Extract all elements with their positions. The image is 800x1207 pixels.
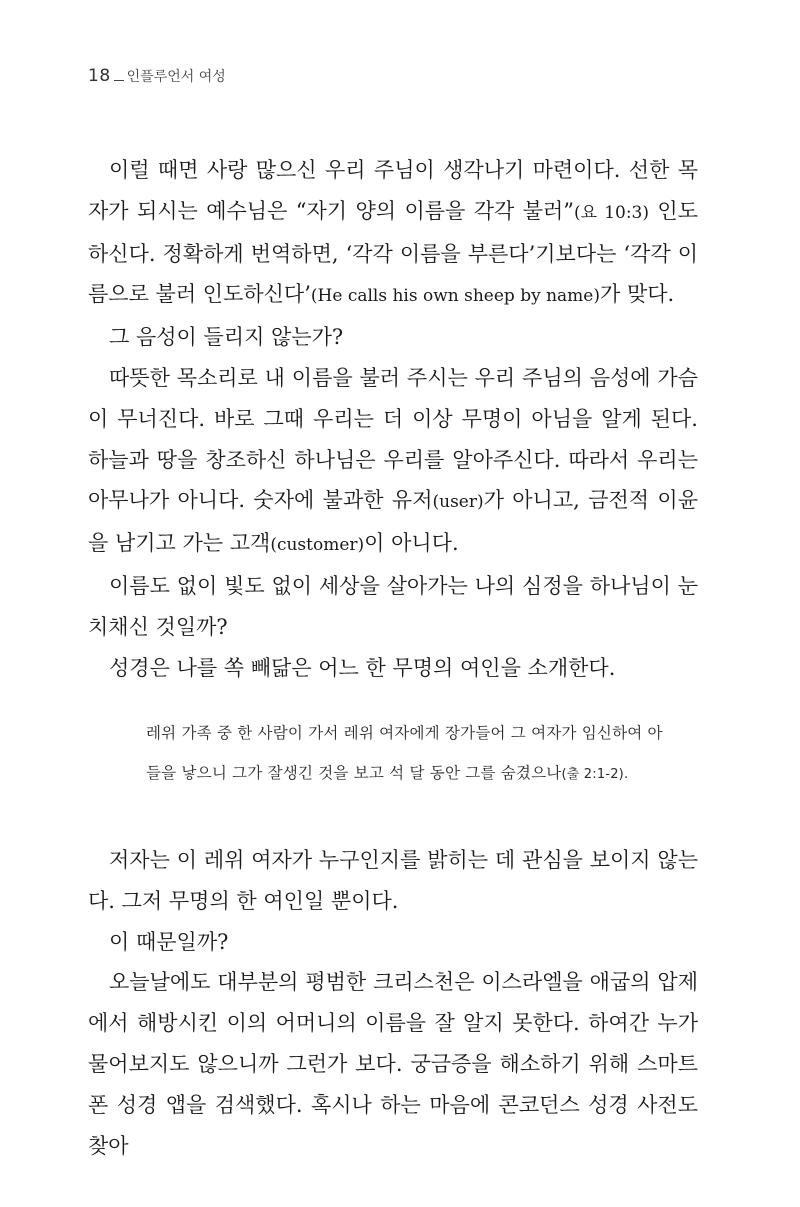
running-head <box>88 66 226 86</box>
inline-gloss: (요 10:3) <box>574 202 650 223</box>
header-separator <box>114 80 124 81</box>
paragraph <box>88 358 698 566</box>
paragraph <box>88 962 698 1166</box>
body-text-bottom <box>88 840 698 1166</box>
paragraph-text: 가 맞다. <box>600 282 675 307</box>
paragraph <box>88 317 698 358</box>
paragraph <box>88 566 698 648</box>
quote-reference: (출 2:1-2). <box>561 767 629 782</box>
quote-text: 레위 가족 중 한 사람이 가서 레위 여자에게 장가들어 그 여자가 임신하여 아들을 낳으니 그가 잘생긴 것을 보고 석 달 동안 그를 숨겼으나 <box>146 724 663 782</box>
paragraph <box>88 922 698 963</box>
book-title: 인플루언서 여성 <box>126 69 226 85</box>
paragraph-text: 따뜻한 목소리로 내 이름을 불러 주시는 우리 주님의 음성에 가슴이 무너진다. 바로 그때 우리는 더 이상 무명이 아님을 알게 된다. 하늘과 땅을 창조하신 하나님은 우리를 알아주신다. 따라서 우리는 아무나가 아니다. 숫자에 불과한 유저 <box>88 365 698 513</box>
paragraph <box>88 840 698 922</box>
paragraph-text: 오늘날에도 대부분의 평범한 크리스천은 이스라엘을 애굽의 압제에서 해방시킨 이의 어머니의 이름을 잘 알지 못한다. 하여간 누가 물어보지도 않으니까 그런가 보다. 궁금증을 해소하기 위해 스마트폰 성경 앱을 검색했다. 혹시나 하는 마음에 콘코던스 성경 사전도 찾아 <box>88 970 698 1158</box>
body-text-top <box>88 150 698 688</box>
paragraph-text: 가 아니고, 금전적 이윤을 남기고 가는 고객 <box>88 488 698 556</box>
inline-gloss: (user) <box>432 492 484 513</box>
paragraph-text: 이름도 없이 빛도 없이 세상을 살아가는 나의 심정을 하나님이 눈치채신 것일까? <box>88 573 698 639</box>
paragraph-text: 이 때문일까? <box>109 929 229 954</box>
paragraph <box>88 648 698 689</box>
paragraph-text: 인도하신다. 정확하게 번역하면, ‘각각 이름을 부른다’기보다는 ‘각각 이름으로 불러 인도하신다’ <box>88 198 698 307</box>
paragraph-text: 저자는 이 레위 여자가 누구인지를 밝히는 데 관심을 보이지 않는다. 그저 무명의 한 여인일 뿐이다. <box>88 848 698 913</box>
inline-gloss: (customer) <box>270 535 365 556</box>
paragraph-text: 이 아니다. <box>364 531 459 556</box>
paragraph-text: 성경은 나를 쏙 빼닮은 어느 한 무명의 여인을 소개한다. <box>109 655 616 680</box>
inline-gloss: (He calls his own sheep by name) <box>310 286 600 307</box>
paragraph-text: 이럴 때면 사랑 많으신 우리 주님이 생각나기 마련이다. 선한 목자가 되시는 예수님은 “자기 양의 이름을 각각 불러” <box>88 158 698 223</box>
page-number: 18 <box>88 66 111 86</box>
paragraph-text: 그 음성이 들리지 않는가? <box>109 325 344 350</box>
scripture-quote <box>146 713 676 795</box>
paragraph <box>88 150 698 317</box>
